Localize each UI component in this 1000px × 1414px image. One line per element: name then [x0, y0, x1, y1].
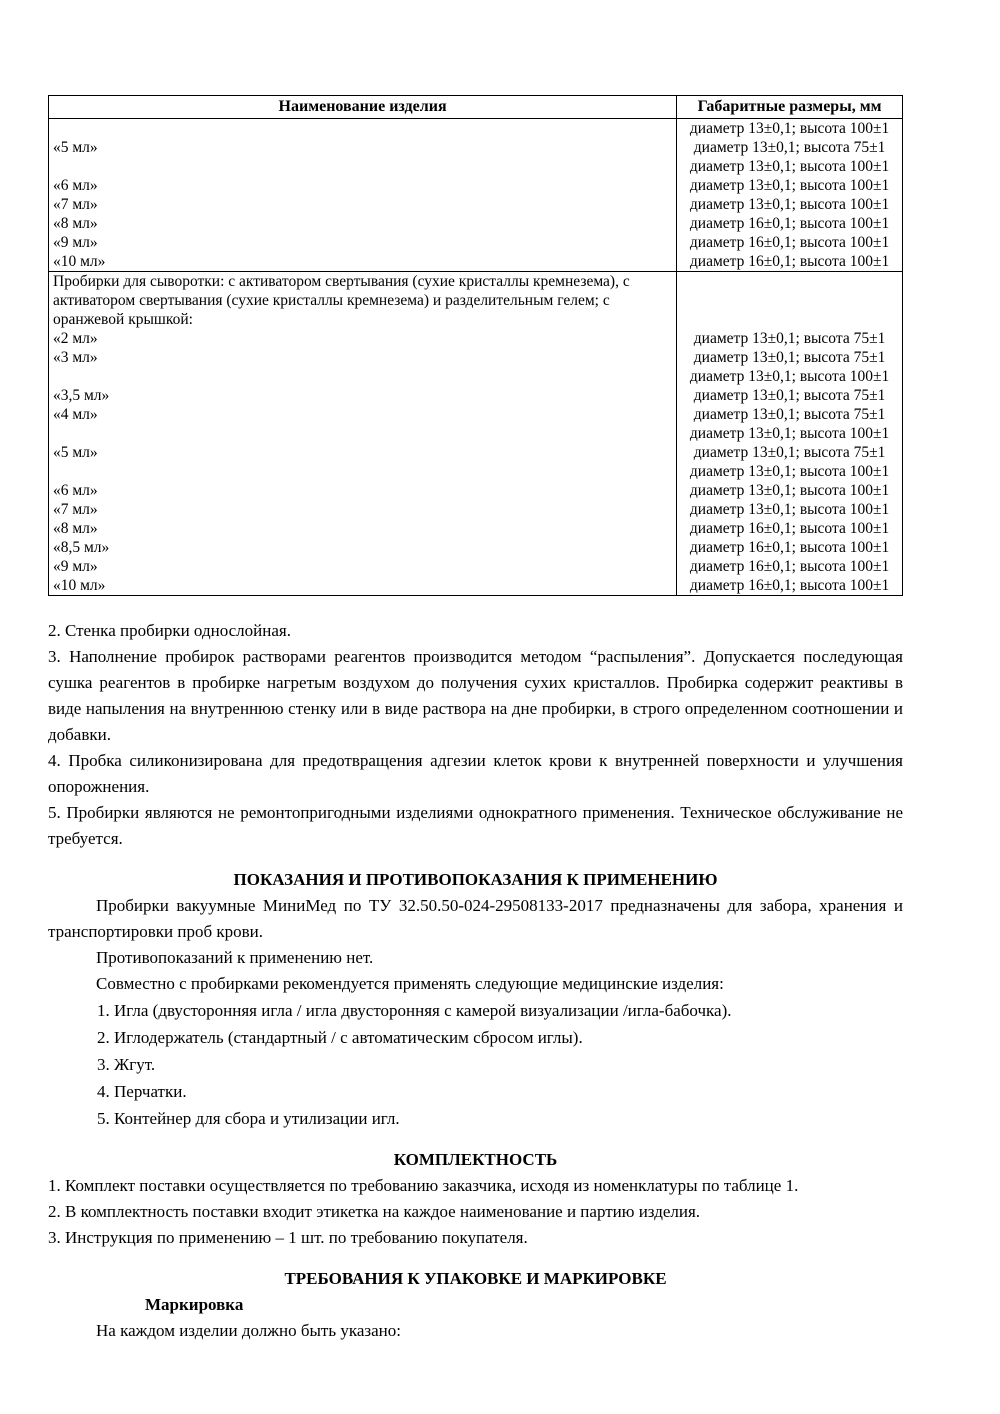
- table-row: [49, 214, 903, 233]
- product-name-cell: «9 мл»: [49, 233, 677, 252]
- dimensions-cell: диаметр 16±0,1; высота 100±1: [689, 520, 890, 537]
- heading-completeness: КОМПЛЕКТНОСТЬ: [393, 1150, 558, 1169]
- table-header-dimensions: Габаритные размеры, мм: [677, 96, 903, 119]
- marking-intro: На каждом изделии должно быть указано:: [96, 1321, 401, 1340]
- heading-indications: ПОКАЗАНИЯ И ПРОТИВОПОКАЗАНИЯ К ПРИМЕНЕНИЮ: [233, 870, 718, 889]
- list-item-holder: 2. Иглодержатель (стандартный / с автоматическим сбросом иглы).: [97, 1028, 583, 1047]
- paragraph-stopper: 4. Пробка силиконизирована для предотвращения адгезии клеток крови к внутренней поверхности и улучшения опорожнения.: [48, 751, 903, 796]
- indications-recommended-intro: Совместно с пробирками рекомендуется применять следующие медицинские изделия:: [96, 974, 724, 993]
- table-row: [49, 367, 903, 386]
- dimensions-cell: диаметр 13±0,1; высота 100±1: [689, 177, 890, 194]
- dimensions-cell: диаметр 13±0,1; высота 100±1: [689, 501, 890, 518]
- product-name-cell: «6 мл»: [49, 481, 677, 500]
- product-name-cell: «9 мл»: [49, 557, 677, 576]
- dimensions-cell: диаметр 13±0,1; высота 100±1: [689, 196, 890, 213]
- table-row: [49, 576, 903, 596]
- product-name-cell: «2 мл»: [49, 329, 677, 348]
- product-name-cell: «7 мл»: [49, 195, 677, 214]
- indications-purpose: Пробирки вакуумные МиниМед по ТУ 32.50.50-024-29508133-2017 предназначены для забора, хранения и транспортировки проб крови.: [48, 896, 903, 941]
- dimensions-cell: диаметр 13±0,1; высота 100±1: [689, 120, 890, 137]
- table-row: [49, 252, 903, 272]
- product-name-cell: «10 мл»: [49, 252, 677, 272]
- product-dimensions-table: [48, 95, 903, 596]
- list-item-gloves: 4. Перчатки.: [97, 1082, 187, 1101]
- table-row: [49, 500, 903, 519]
- table-row: [49, 176, 903, 195]
- product-name-cell: [49, 462, 677, 481]
- dimensions-cell: диаметр 16±0,1; высота 100±1: [689, 215, 890, 232]
- table-row: [49, 443, 903, 462]
- table-row: [49, 557, 903, 576]
- serum-tubes-description-cell: Пробирки для сыворотки: с активатором свертывания (сухие кристаллы кремнезема), с активатором свертывания (сухие кристаллы кремнезема) и разделительным гелем; с оранжевой крышкой:: [49, 272, 677, 330]
- table-row: [49, 195, 903, 214]
- product-name-cell: «7 мл»: [49, 500, 677, 519]
- product-name-cell: «5 мл»: [49, 138, 677, 157]
- dimensions-cell: диаметр 13±0,1; высота 100±1: [689, 158, 890, 175]
- paragraph-filling: 3. Наполнение пробирок растворами реагентов производится методом “распыления”. Допускается последующая сушка реагентов в пробирке нагретым воздухом до получения сухих кристаллов. Пробирка содержит реактивы в виде напыления на внутреннюю стенку или в виде раствора на дне пробирки, в строго определенном соотношении и добавки.: [48, 647, 903, 744]
- completeness-item-3: 3. Инструкция по применению – 1 шт. по требованию покупателя.: [48, 1228, 528, 1247]
- product-name-cell: «5 мл»: [49, 443, 677, 462]
- subheading-marking: Маркировка: [145, 1295, 244, 1314]
- product-name-cell: «8 мл»: [49, 214, 677, 233]
- product-name-cell: «6 мл»: [49, 176, 677, 195]
- product-name-cell: «8 мл»: [49, 519, 677, 538]
- dimensions-cell: [677, 272, 903, 330]
- table-section-volumes: [49, 119, 903, 272]
- product-name-cell: [49, 424, 677, 443]
- table-row: [49, 519, 903, 538]
- product-name-cell: «8,5 мл»: [49, 538, 677, 557]
- dimensions-cell: диаметр 13±0,1; высота 100±1: [689, 368, 890, 385]
- dimensions-cell: диаметр 13±0,1; высота 100±1: [689, 482, 890, 499]
- paragraph-single-use: 5. Пробирки являются не ремонтопригодными изделиями однократного применения. Техническое обслуживание не требуется.: [48, 803, 903, 848]
- product-name-cell: «10 мл»: [49, 576, 677, 596]
- table-row: [49, 386, 903, 405]
- completeness-item-1: 1. Комплект поставки осуществляется по требованию заказчика, исходя из номенклатуры по таблице 1.: [48, 1176, 799, 1195]
- table-row: [49, 329, 903, 348]
- dimensions-cell: диаметр 16±0,1; высота 100±1: [689, 558, 890, 575]
- table-header-product-name: Наименование изделия: [49, 96, 677, 119]
- table-head: [49, 96, 903, 119]
- list-item-needle: 1. Игла (двусторонняя игла / игла двусторонняя с камерой визуализации /игла-бабочка).: [97, 1001, 732, 1020]
- dimensions-cell: диаметр 13±0,1; высота 75±1: [693, 330, 886, 347]
- dimensions-cell: диаметр 16±0,1; высота 100±1: [689, 539, 890, 556]
- product-name-cell: [49, 119, 677, 139]
- dimensions-cell: диаметр 16±0,1; высота 100±1: [689, 253, 890, 270]
- paragraph-wall: 2. Стенка пробирки однослойная.: [48, 621, 291, 640]
- dimensions-cell: диаметр 13±0,1; высота 75±1: [693, 406, 886, 423]
- dimensions-cell: диаметр 16±0,1; высота 100±1: [689, 577, 890, 594]
- dimensions-cell: диаметр 13±0,1; высота 75±1: [693, 444, 886, 461]
- table-row: [49, 481, 903, 500]
- product-name-cell: [49, 367, 677, 386]
- product-name-cell: «4 мл»: [49, 405, 677, 424]
- table-row: [49, 157, 903, 176]
- table-header-row: [49, 96, 903, 119]
- dimensions-cell: диаметр 16±0,1; высота 100±1: [689, 234, 890, 251]
- list-item-tourniquet: 3. Жгут.: [97, 1055, 156, 1074]
- table-row: [49, 405, 903, 424]
- dimensions-cell: диаметр 13±0,1; высота 100±1: [689, 463, 890, 480]
- product-name-cell: [49, 157, 677, 176]
- table-row: [49, 424, 903, 443]
- table-row: [49, 348, 903, 367]
- product-name-cell: «3 мл»: [49, 348, 677, 367]
- list-item-container: 5. Контейнер для сбора и утилизации игл.: [97, 1109, 400, 1128]
- heading-packaging: ТРЕБОВАНИЯ К УПАКОВКЕ И МАРКИРОВКЕ: [284, 1269, 667, 1288]
- table-row: [49, 119, 903, 139]
- dimensions-cell: диаметр 13±0,1; высота 75±1: [693, 139, 886, 156]
- table-row: [49, 462, 903, 481]
- indications-contraindications: Противопоказаний к применению нет.: [96, 948, 374, 967]
- table-section-serum-tubes: [49, 272, 903, 596]
- completeness-item-2: 2. В комплектность поставки входит этикетка на каждое наименование и партию изделия.: [48, 1202, 701, 1221]
- product-name-cell: «3,5 мл»: [49, 386, 677, 405]
- table-row: [49, 138, 903, 157]
- dimensions-cell: диаметр 13±0,1; высота 75±1: [693, 387, 886, 404]
- table-row: [49, 233, 903, 252]
- dimensions-cell: диаметр 13±0,1; высота 75±1: [693, 349, 886, 366]
- table-row: [49, 538, 903, 557]
- dimensions-cell: диаметр 13±0,1; высота 100±1: [689, 425, 890, 442]
- table-row-section-intro: [49, 272, 903, 330]
